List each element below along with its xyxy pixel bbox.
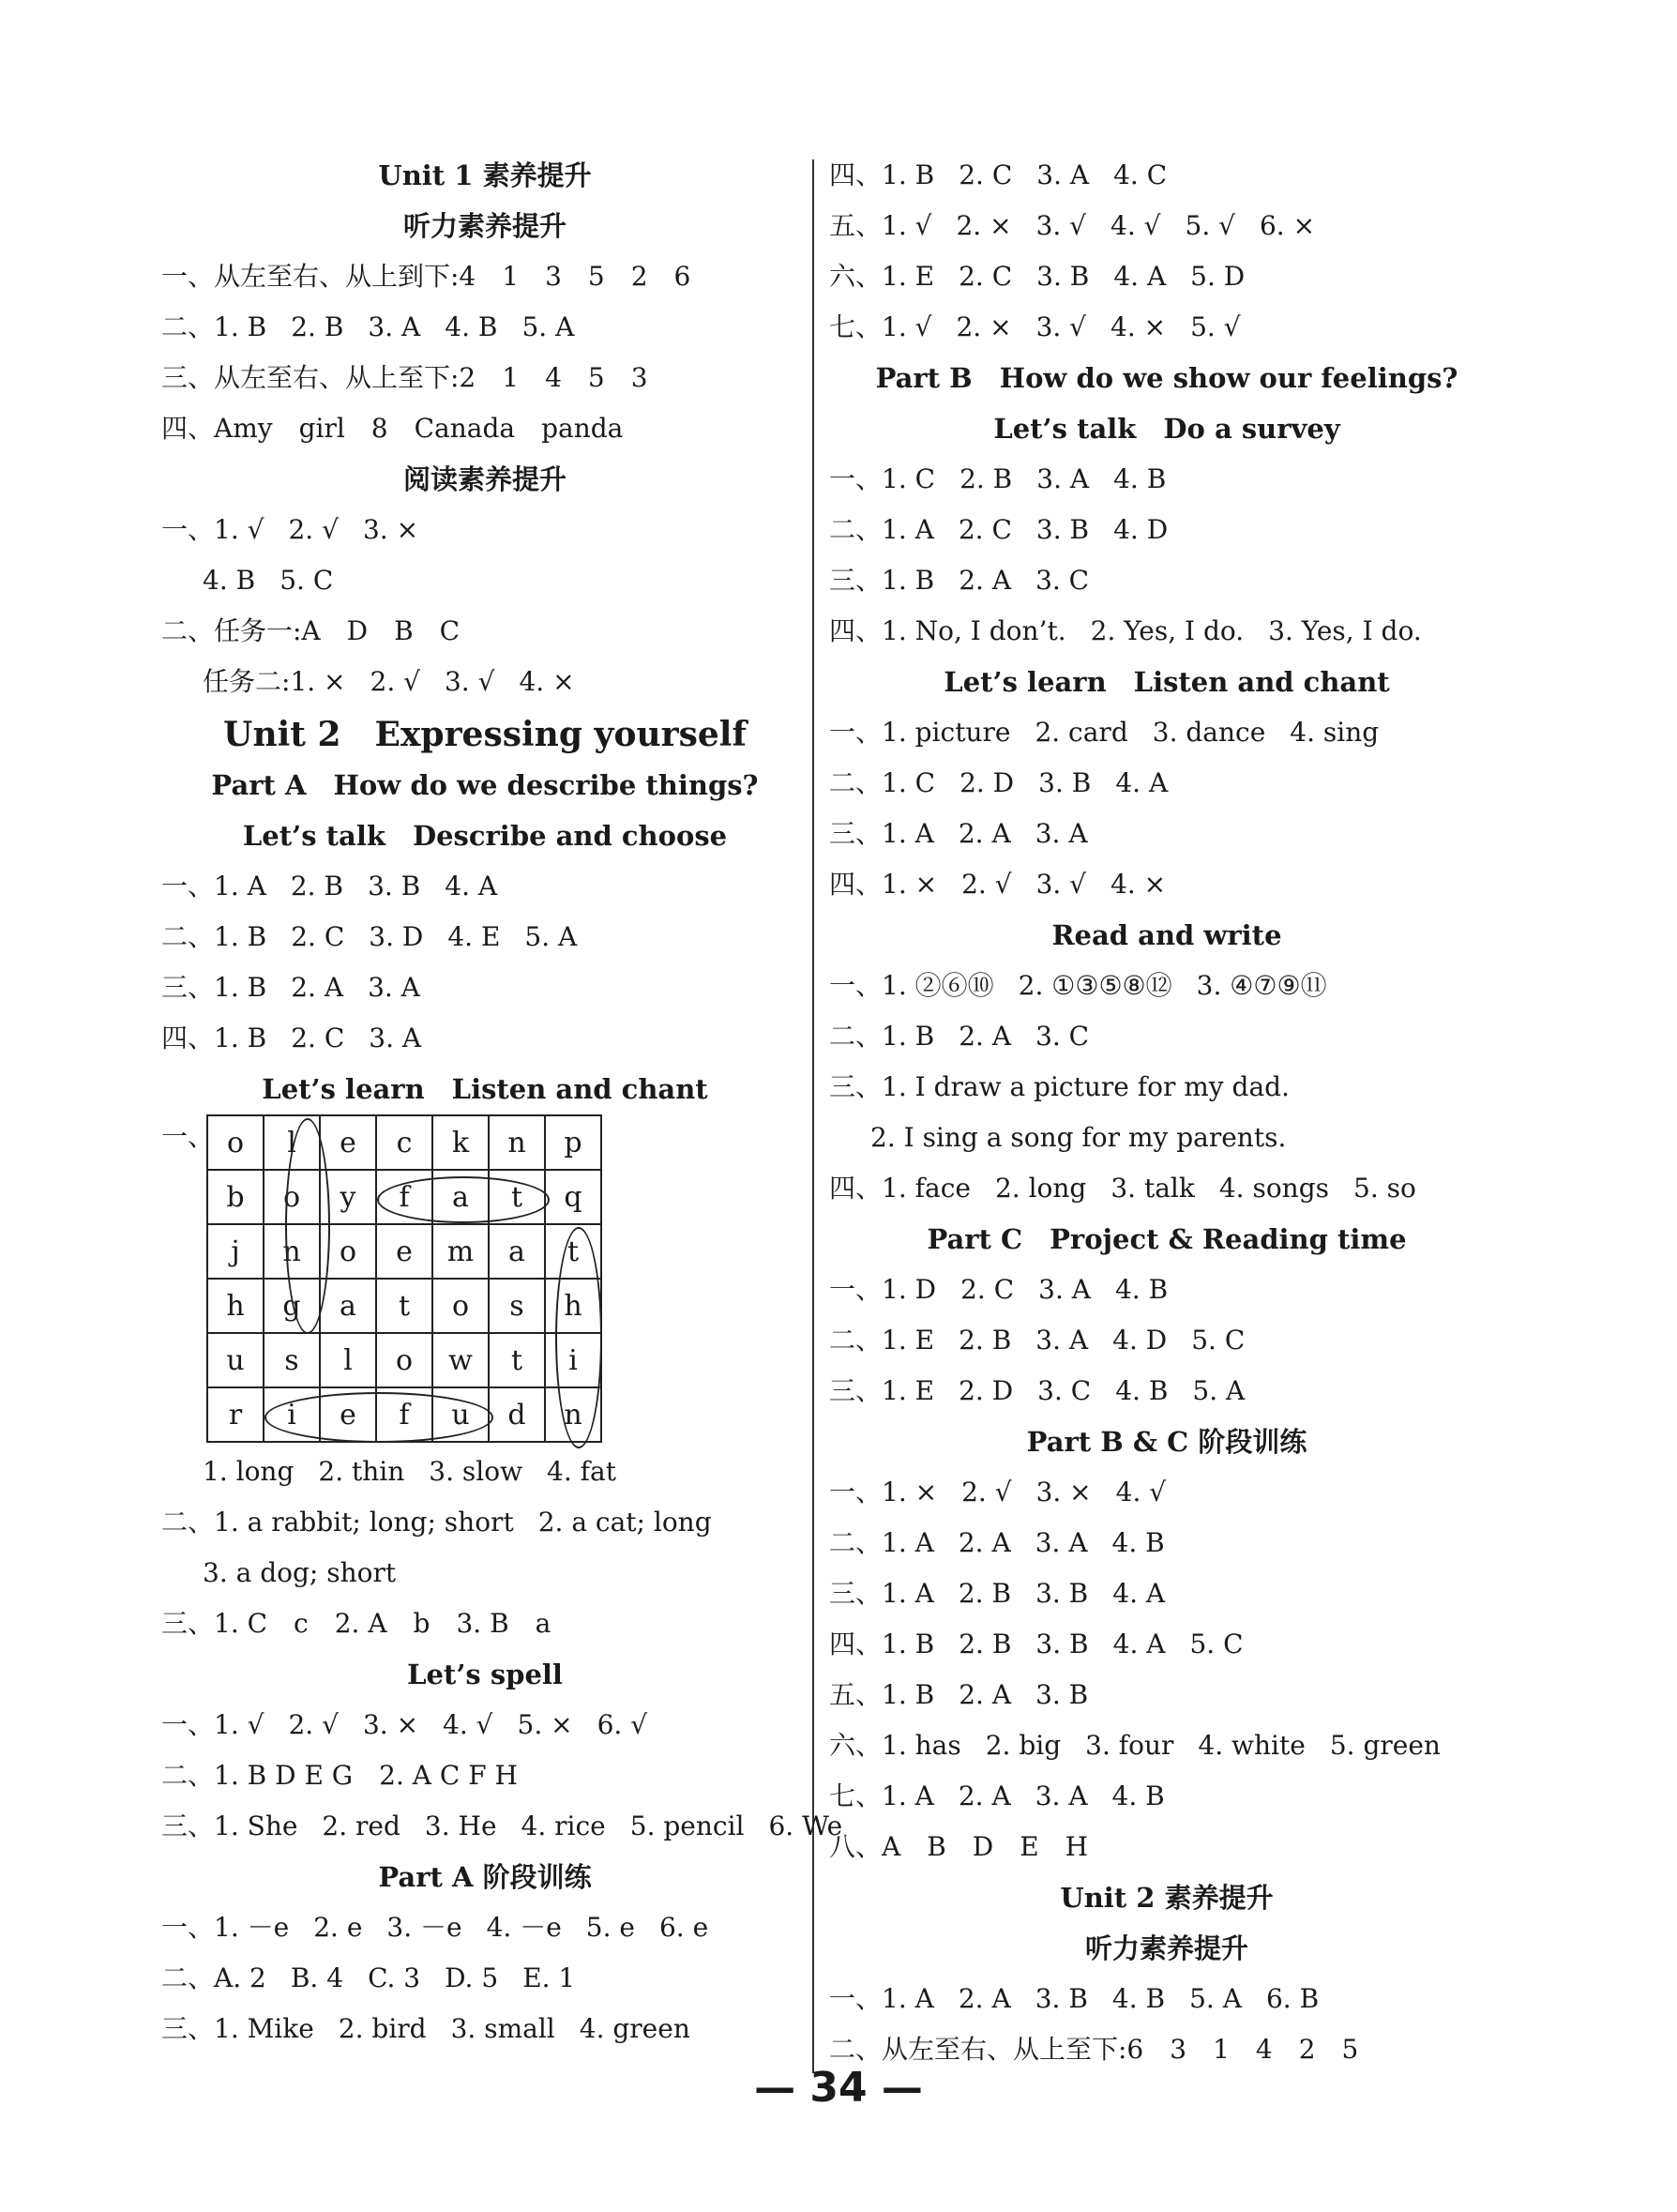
answer-item: 1. has	[882, 1730, 961, 1761]
answer-item: 4. ×	[519, 666, 575, 697]
answer-item: 2. C	[291, 1023, 345, 1053]
section-title: 阅读素养提升	[402, 463, 567, 495]
answer-line: 一、1. × 2. √ 3. × 4. √	[829, 1477, 1167, 1507]
answer-item: 3. C	[1037, 1375, 1092, 1406]
answer-line: 四、1. face 2. long 3. talk 4. songs 5. so	[829, 1173, 1416, 1204]
answer-line: 一、从左至右、从上到下:4 1 3 5 2 6	[161, 261, 691, 292]
section-title: Let’s spell	[407, 1659, 563, 1690]
answer-item: 3. slow	[429, 1456, 523, 1487]
answer-item: 2. ×	[956, 210, 1012, 241]
grid-cell: o	[264, 1170, 320, 1224]
answer-item: 2. ①③⑤⑧⑫	[1018, 970, 1172, 1001]
answer-item: 4. B	[1111, 1780, 1165, 1811]
grid-cell: a	[320, 1279, 376, 1333]
answer-item: 2. ×	[956, 311, 1012, 342]
grid-cell: i	[545, 1333, 601, 1387]
answer-item: 2. C	[959, 159, 1013, 190]
answer-item: 2. A	[958, 1527, 1011, 1558]
answer-item: 5. C	[1189, 1629, 1244, 1659]
answer-item: 5. D	[1190, 261, 1246, 292]
grid-cell: o	[207, 1115, 264, 1170]
grid-cell: h	[545, 1279, 601, 1333]
answer-line: 四、1. × 2. √ 3. √ 4. ×	[829, 869, 1167, 900]
answer-item: 5. C	[1191, 1325, 1246, 1356]
grid-cell: g	[264, 1279, 320, 1333]
answer-item: 1. A	[882, 1780, 934, 1811]
section-title: Part B & C 阶段训练	[1026, 1426, 1307, 1458]
answer-line: 三、1. B 2. A 3. C	[829, 565, 1090, 596]
answer-item: 2. C	[960, 1274, 1015, 1305]
answer-item: 2. √	[370, 666, 420, 697]
answer-item: 6. e	[658, 1912, 709, 1943]
answer-item: 2. C	[959, 261, 1013, 292]
grid-cell: a	[489, 1224, 545, 1279]
answer-item: 1. C	[882, 767, 936, 798]
answer-item: 2. Yes, I do.	[1090, 615, 1245, 646]
answer-item: 4. rice	[521, 1811, 606, 1841]
answer-item: 2. A	[959, 1021, 1012, 1052]
answer-item: 3. －e	[386, 1912, 462, 1943]
answer-item: 3. √	[1035, 210, 1087, 241]
answer-line: 四、1. B 2. C 3. A	[161, 1023, 422, 1053]
answer-line: 三、1. B 2. A 3. A	[161, 972, 420, 1003]
answer-item: 1. A	[882, 1527, 934, 1558]
grid-cell: f	[376, 1387, 432, 1442]
answer-item: 3. B	[1038, 767, 1092, 798]
answer-line: 一、1. D 2. C 3. A 4. B	[829, 1274, 1169, 1305]
answer-item: C. 3	[368, 1962, 421, 1993]
answer-item: 4. D	[1113, 514, 1169, 545]
answer-line: 六、1. has 2. big 3. four 4. white 5. green	[829, 1730, 1441, 1761]
grid-cell: e	[376, 1224, 432, 1279]
answer-item: 3. A	[368, 972, 420, 1003]
answer-item: 3. talk	[1110, 1173, 1195, 1204]
answer-line: 四、Amy girl 8 Canada panda	[161, 413, 624, 444]
answer-item: 2. √	[961, 1477, 1012, 1507]
answer-line: 八、A B D E H	[829, 1831, 1089, 1862]
grid-cell: t	[489, 1333, 545, 1387]
right-column	[829, 150, 1504, 2075]
answer-item: 2. A	[959, 1679, 1012, 1710]
answer-item: 1. E	[882, 261, 935, 292]
answer-line: 三、1. C c 2. A b 3. B a	[161, 1608, 551, 1639]
grid-cell: b	[207, 1170, 264, 1224]
answer-item: 4. D	[1112, 1325, 1168, 1356]
answer-item: 2. A	[958, 1983, 1011, 2014]
answer-line: 二、1. B 2. C 3. D 4. E 5. A	[161, 921, 578, 952]
grid-cell: t	[376, 1279, 432, 1333]
answer-line: 三、1. She 2. red 3. He 4. rice 5. pencil 6. We	[161, 1811, 843, 1841]
answer-item: 2. B	[959, 463, 1013, 494]
answer-item: 1. B	[882, 159, 935, 190]
answer-line: 二、A. 2 B. 4 C. 3 D. 5 E. 1	[161, 1962, 576, 1993]
answer-item: 1. B	[214, 921, 267, 952]
grid-cell: n	[545, 1387, 601, 1442]
answer-line: 二、从左至右、从上至下:6 3 1 4 2 5	[829, 2034, 1359, 2065]
answer-item: 4. B	[445, 311, 498, 342]
grid-cell: m	[432, 1224, 489, 1279]
answer-item: 3. √	[1035, 311, 1087, 342]
answer-item: 3. A	[1036, 159, 1090, 190]
answer-item: 5. ×	[517, 1709, 573, 1740]
answer-item: 3. Yes, I do.	[1268, 615, 1422, 646]
answer-item: 1. C	[882, 463, 936, 494]
answer-item: 6. We	[768, 1811, 843, 1841]
answer-line: 三、1. Mike 2. bird 3. small 4. green	[161, 2013, 690, 2044]
answer-item: 1. E	[882, 1325, 935, 1356]
grid-cell: e	[320, 1387, 376, 1442]
answer-item: 3. B	[368, 871, 421, 901]
left-column	[161, 150, 843, 2054]
answer-item: 2. C	[291, 921, 345, 952]
answer-item: 2. B	[290, 871, 344, 901]
section-title: Let’s learn Listen and chant	[944, 666, 1390, 698]
grid-row	[207, 1170, 601, 1224]
answer-line: 一、1. picture 2. card 3. dance 4. sing	[829, 717, 1380, 748]
answer-item: 1. √	[882, 311, 932, 342]
answer-item: 5. C	[280, 565, 334, 596]
part-title: Part B How do we show our feelings?	[875, 362, 1458, 394]
grid-cell: j	[207, 1224, 264, 1279]
answer-line: 三、从左至右、从上至下:2 1 4 5 3	[161, 362, 648, 393]
answer-item: 1. √	[882, 210, 932, 241]
answer-line: 一、1. C 2. B 3. A 4. B	[829, 463, 1167, 494]
answer-item: 2. B	[959, 1629, 1012, 1659]
answer-item: 3. B	[1035, 1679, 1089, 1710]
answer-item: 2. B	[959, 1325, 1012, 1356]
answer-item: 5. A	[524, 921, 578, 952]
answer-item: 4. C	[1113, 159, 1168, 190]
answer-line: 三、1. A 2. B 3. B 4. A	[829, 1578, 1166, 1609]
answer-item: 2. big	[985, 1730, 1062, 1761]
answer-item: 4. songs	[1218, 1173, 1329, 1204]
answer-item: 4. fat	[547, 1456, 616, 1487]
answer-line: 四、1. No, I don’t. 2. Yes, I do. 3. Yes, I do.	[829, 615, 1422, 646]
grid-cell: w	[432, 1333, 489, 1387]
grid-cell: o	[376, 1333, 432, 1387]
answer-item: 4. A	[1115, 767, 1169, 798]
grid-cell: s	[264, 1333, 320, 1387]
answer-line: 一、1. ②⑥⑩ 2. ①③⑤⑧⑫ 3. ④⑦⑨⑪	[829, 970, 1327, 1001]
answer-item: 3. B	[1036, 261, 1090, 292]
grid-cell: q	[545, 1170, 601, 1224]
section-title: 听力素养提升	[1084, 1932, 1248, 1964]
answer-item: 1. Mike	[214, 2013, 314, 2044]
answer-item: 1. A	[882, 1578, 934, 1609]
answer-item: 4. green	[579, 2013, 690, 2044]
answer-line: 三、1. A 2. A 3. A	[829, 818, 1088, 849]
grid-row	[207, 1387, 601, 1442]
grid-cell: d	[489, 1387, 545, 1442]
answer-item: 1. A	[882, 818, 934, 849]
answer-item: 2. D	[959, 767, 1015, 798]
answer-item: 1. ×	[882, 869, 938, 900]
answer-item: 1. B	[882, 1021, 935, 1052]
answer-item: 3. D	[369, 921, 424, 952]
answer-item: 5. A	[1192, 1375, 1246, 1406]
grid-row	[207, 1333, 601, 1387]
grid-row	[207, 1224, 601, 1279]
grid-cell: f	[376, 1170, 432, 1224]
word-search	[161, 1114, 808, 1447]
answer-item: 2. D	[959, 1375, 1014, 1406]
section-title: Part A 阶段训练	[378, 1861, 592, 1893]
answer-item: 3. B	[1035, 1983, 1088, 2014]
answer-item: 4. B	[1115, 1375, 1169, 1406]
answer-item: 4. B	[1111, 1983, 1166, 2014]
answer-item: 3. small	[450, 2013, 555, 2044]
answer-line: 四、1. B 2. B 3. B 4. A 5. C	[829, 1629, 1244, 1659]
answer-item: 1. long	[203, 1456, 295, 1487]
answer-item: 6. B	[1265, 1983, 1320, 2014]
answer-item: 3. √	[444, 666, 495, 697]
grid-cell: u	[432, 1387, 489, 1442]
section-title: Let’s talk Do a survey	[993, 413, 1340, 445]
grid-cell: n	[489, 1115, 545, 1170]
answer-item: 1. A	[882, 514, 934, 545]
answer-item: 4. ×	[1110, 311, 1167, 342]
answer-item: 4. －e	[486, 1912, 562, 1943]
grid-row	[207, 1115, 601, 1170]
answer-line: 二、1. E 2. B 3. A 4. D 5. C	[829, 1325, 1246, 1356]
answer-item: 1. ×	[290, 666, 346, 697]
answer-line: 一、1. √ 2. √ 3. × 4. √ 5. × 6. √	[161, 1709, 648, 1740]
grid-cell: a	[432, 1170, 489, 1224]
answer-item: 4. A	[1113, 261, 1167, 292]
answer-line: 四、1. B 2. C 3. A 4. C	[829, 159, 1168, 190]
answer-line: 三、1. E 2. D 3. C 4. B 5. A	[829, 1375, 1246, 1406]
section-title: Let’s learn Listen and chant	[262, 1073, 708, 1105]
answer-item: 2. √	[288, 514, 339, 545]
answer-line	[161, 555, 808, 606]
answer-item: 1. E	[882, 1375, 935, 1406]
answer-item: 3. A	[1035, 1780, 1088, 1811]
answer-item: 1. A	[214, 871, 266, 901]
answer-item: 3. A	[1038, 1274, 1091, 1305]
answer-item: 3. ④⑦⑨⑪	[1196, 970, 1327, 1001]
answer-line: 二、1. B 2. A 3. C	[829, 1021, 1090, 1052]
answer-item: 3. B	[1035, 1578, 1089, 1609]
answer-item: A. 2	[214, 1962, 266, 1993]
answer-line: 一、1. A 2. A 3. B 4. B 5. A 6. B	[829, 1983, 1320, 2014]
answer-item: 1. B	[882, 565, 935, 596]
answer-item: 2. A	[959, 565, 1012, 596]
answer-item: 4. B	[1114, 1274, 1169, 1305]
answer-item: 2. thin	[318, 1456, 405, 1487]
part-title: Part C Project & Reading time	[927, 1223, 1407, 1255]
answer-item: 5. so	[1353, 1173, 1416, 1204]
answer-line: 七、1. A 2. A 3. A 4. B	[829, 1780, 1165, 1811]
grid-cell: l	[320, 1333, 376, 1387]
grid-cell: o	[432, 1279, 489, 1333]
answer-line: 二、1. A 2. A 3. A 4. B	[829, 1527, 1165, 1558]
answer-item: 3. A	[368, 311, 421, 342]
answer-line: 五、1. B 2. A 3. B	[829, 1679, 1089, 1710]
answer-item: 4. A	[1112, 1629, 1166, 1659]
answer-item: 3. ×	[362, 514, 419, 545]
grid-cell: k	[432, 1115, 489, 1170]
answer-item: 3. B	[1035, 514, 1090, 545]
answer-item: 1. face	[882, 1173, 971, 1204]
answer-item: 2. red	[322, 1811, 400, 1841]
answer-item: 2. C	[958, 514, 1012, 545]
grid-cell: n	[264, 1224, 320, 1279]
answer-item: 1. B	[214, 311, 267, 342]
answer-item: 3. A	[1035, 1527, 1088, 1558]
grid-cell: r	[207, 1387, 264, 1442]
page-number: — 34 —	[754, 2064, 923, 2112]
grid-cell: u	[207, 1333, 264, 1387]
grid-cell: i	[264, 1387, 320, 1442]
answer-item: 2. A	[291, 972, 344, 1003]
answer-item: 4. √	[1110, 210, 1161, 241]
answer-item: 3. B	[1035, 1629, 1089, 1659]
answer-item: 4. white	[1198, 1730, 1306, 1761]
answer-item: 4. A	[1112, 1578, 1166, 1609]
answer-item: 3. four	[1085, 1730, 1174, 1761]
answer-item: B. 4	[290, 1962, 344, 1993]
answer-item: 1. picture	[882, 717, 1011, 748]
section-title: Unit 1 素养提升	[378, 159, 592, 191]
answer-item: 3. A	[1035, 818, 1088, 849]
answer-item: 3. √	[1035, 869, 1087, 900]
answer-item: 2. B	[958, 1578, 1012, 1609]
answer-item: 2. √	[961, 869, 1012, 900]
answer-item: 3. A	[1036, 463, 1090, 494]
answer-item: 4. ×	[1110, 869, 1167, 900]
answer-item: 6. ×	[1259, 210, 1316, 241]
answer-item: 2. A	[958, 1780, 1011, 1811]
section-title: Let’s talk Describe and choose	[242, 820, 728, 852]
answer-item: 1. －e	[214, 1912, 290, 1943]
answer-item: D. 5	[445, 1962, 499, 1993]
answer-line: 一、1. √ 2. √ 3. ×	[161, 514, 419, 545]
grid-row	[207, 1279, 601, 1333]
answer-item: 5. √	[1190, 311, 1241, 342]
answer-line: 二、任务一:A D B C	[161, 615, 461, 646]
answer-line: 三、1. I draw a picture for my dad.	[829, 1071, 1290, 1102]
answer-item: 2. card	[1035, 717, 1128, 748]
answer-item: 1. B	[214, 1023, 267, 1053]
answer-line: 2. I sing a song for my parents.	[870, 1122, 1287, 1153]
answer-item: 4. √	[1115, 1477, 1167, 1507]
answer-item: 3. A	[1035, 1325, 1089, 1356]
answer-item: 2. √	[288, 1709, 339, 1740]
answer-item: 1. ×	[882, 1477, 938, 1507]
answer-item: 2. long	[994, 1173, 1087, 1204]
answer-item: 1. ②⑥⑩	[882, 970, 994, 1001]
answer-item: 1. a rabbit; long; short	[214, 1507, 514, 1538]
answer-item: 4. B	[1113, 463, 1167, 494]
answer-line: 一、1. A 2. B 3. B 4. A	[161, 871, 498, 901]
grid-cell: l	[264, 1115, 320, 1170]
answer-item: 1. B	[882, 1679, 935, 1710]
answer-item: 2. A	[958, 818, 1011, 849]
section-title: 听力素养提升	[402, 210, 567, 242]
answer-line	[161, 1447, 808, 1497]
answer-item: E. 1	[522, 1962, 576, 1993]
answer-item: 5. green	[1329, 1730, 1441, 1761]
answer-line: 二、1. a rabbit; long; short 2. a cat; long	[161, 1507, 712, 1538]
grid-cell: c	[376, 1115, 432, 1170]
answer-item: 3. C	[1035, 565, 1090, 596]
answer-item: 1. √	[214, 514, 264, 545]
answer-line: 二、1. A 2. C 3. B 4. D	[829, 514, 1169, 545]
answer-item: 3. C	[1035, 1021, 1090, 1052]
answer-item: 1. B	[214, 972, 267, 1003]
section-title: Read and write	[1051, 919, 1282, 951]
answer-item: 1. No, I don’t.	[882, 615, 1066, 646]
grid-cell: o	[320, 1224, 376, 1279]
answer-line: 六、1. E 2. C 3. B 4. A 5. D	[829, 261, 1246, 292]
answer-item: 4. A	[445, 871, 498, 901]
answer-line: 二、1. B 2. B 3. A 4. B 5. A	[161, 311, 575, 342]
answer-item: 5. A	[1189, 1983, 1242, 2014]
grid-cell: s	[489, 1279, 545, 1333]
answer-item: 2. bird	[338, 2013, 427, 2044]
answer-item: 3. He	[424, 1811, 497, 1841]
answer-item: 6. √	[597, 1709, 648, 1740]
grid-cell: t	[489, 1170, 545, 1224]
answer-item: 4. B	[1111, 1527, 1165, 1558]
answer-item: 1. B	[882, 1629, 935, 1659]
answer-item: 2. a cat; long	[537, 1507, 712, 1538]
answer-item: 1. D	[882, 1274, 937, 1305]
answer-line: 3. a dog; short	[203, 1557, 397, 1588]
answer-item: 4. sing	[1290, 717, 1380, 748]
answer-line: 二、1. C 2. D 3. B 4. A	[829, 767, 1169, 798]
answer-item: 1. She	[214, 1811, 298, 1841]
answer-item: 5. pencil	[629, 1811, 745, 1841]
answer-line: 一、1. －e 2. e 3. －e 4. －e 5. e 6. e	[161, 1912, 709, 1943]
answer-item: 3. ×	[1035, 1477, 1092, 1507]
unit-title: Unit 2 Expressing yourself	[223, 715, 747, 754]
grid-cell: y	[320, 1170, 376, 1224]
grid-label: 一、	[161, 1121, 215, 1152]
column-divider	[812, 159, 814, 2073]
grid-cell: e	[320, 1115, 376, 1170]
answer-item: 4. E	[447, 921, 501, 952]
answer-line: 二、1. B D E G 2. A C F H	[161, 1760, 518, 1791]
grid-cell: t	[545, 1224, 601, 1279]
answer-item: 2. B	[291, 311, 344, 342]
answer-item: 5. A	[521, 311, 575, 342]
answer-item: 2. e	[313, 1912, 363, 1943]
answer-item: 1. A	[882, 1983, 934, 2014]
word-search-grid	[206, 1114, 602, 1443]
answer-line: 七、1. √ 2. × 3. √ 4. × 5. √	[829, 311, 1241, 342]
grid-cell: h	[207, 1279, 264, 1333]
answer-item: 4. √	[443, 1709, 493, 1740]
answer-item: 3. ×	[362, 1709, 419, 1740]
answer-item: 3. dance	[1152, 717, 1266, 748]
answer-item: 5. √	[1185, 210, 1235, 241]
answer-line: 五、1. √ 2. × 3. √ 4. √ 5. √ 6. ×	[829, 210, 1316, 241]
answer-item: 4. B	[203, 565, 256, 596]
answer-item: 1. √	[214, 1709, 264, 1740]
part-title: Part A How do we describe things?	[211, 769, 759, 801]
answer-item: 3. A	[369, 1023, 422, 1053]
grid-cell: p	[545, 1115, 601, 1170]
answer-line: 任务二:1. × 2. √ 3. √ 4. ×	[203, 666, 575, 697]
section-title: Unit 2 素养提升	[1060, 1882, 1274, 1914]
answer-item: 5. e	[585, 1912, 635, 1943]
